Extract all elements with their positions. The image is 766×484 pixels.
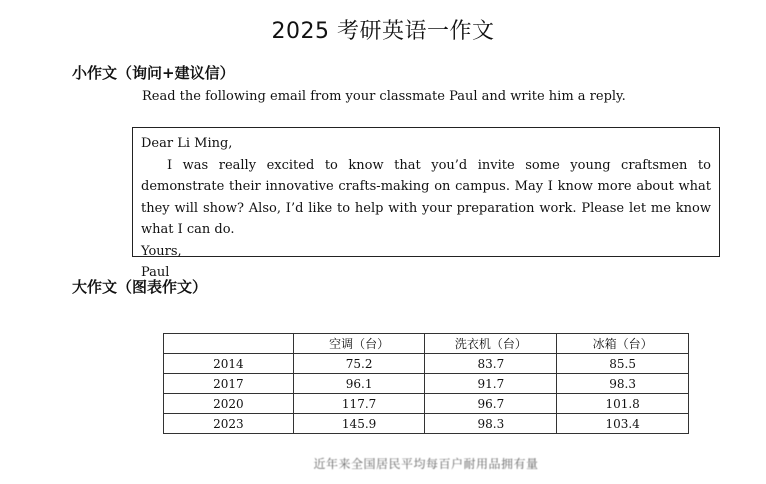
header-blank bbox=[164, 334, 294, 354]
email-salutation: Dear Li Ming, bbox=[141, 136, 233, 151]
table-row bbox=[164, 374, 689, 394]
email-closing: Yours, bbox=[141, 243, 182, 259]
big-essay-heading: 大作文（图表作文） bbox=[72, 278, 208, 296]
cell-value: 98.3 bbox=[425, 414, 557, 434]
email-box bbox=[132, 127, 720, 280]
table-caption: 近年来全国居民平均每百户耐用品拥有量 bbox=[313, 457, 539, 471]
cell-year: 2014 bbox=[164, 354, 294, 374]
essay-instruction: Read the following email from your classmate Paul and write him a reply. bbox=[142, 89, 626, 104]
table-row bbox=[164, 414, 689, 434]
cell-value: 85.5 bbox=[557, 354, 689, 374]
table-row bbox=[164, 354, 689, 374]
email-signature: Paul bbox=[141, 265, 170, 280]
header-washing-machine: 洗衣机（台） bbox=[425, 334, 557, 354]
table-header-row bbox=[164, 334, 689, 354]
cell-value: 103.4 bbox=[557, 414, 689, 434]
cell-year: 2017 bbox=[164, 374, 294, 394]
cell-value: 83.7 bbox=[425, 354, 557, 374]
cell-value: 96.7 bbox=[425, 394, 557, 414]
cell-year: 2020 bbox=[164, 394, 294, 414]
data-table-container bbox=[163, 333, 689, 434]
cell-value: 96.1 bbox=[293, 374, 425, 394]
cell-value: 101.8 bbox=[557, 394, 689, 414]
page-title: 2025 考研英语一作文 bbox=[271, 19, 495, 44]
appliance-table bbox=[163, 333, 689, 434]
cell-value: 75.2 bbox=[293, 354, 425, 374]
header-refrigerator: 冰箱（台） bbox=[557, 334, 689, 354]
cell-value: 98.3 bbox=[557, 374, 689, 394]
email-body: I was really excited to know that you’d invite some young craftsmen to demonstrate their innovative crafts-making on campus. May I know more about what they will show? Also, I’d like to help with your preparation work. Please let me know what I can do. bbox=[141, 157, 711, 237]
cell-year: 2023 bbox=[164, 414, 294, 434]
header-air-conditioner: 空调（台） bbox=[293, 334, 425, 354]
table-row bbox=[164, 394, 689, 414]
cell-value: 117.7 bbox=[293, 394, 425, 414]
small-essay-heading: 小作文（询问+建议信） bbox=[72, 64, 235, 82]
cell-value: 145.9 bbox=[293, 414, 425, 434]
cell-value: 91.7 bbox=[425, 374, 557, 394]
